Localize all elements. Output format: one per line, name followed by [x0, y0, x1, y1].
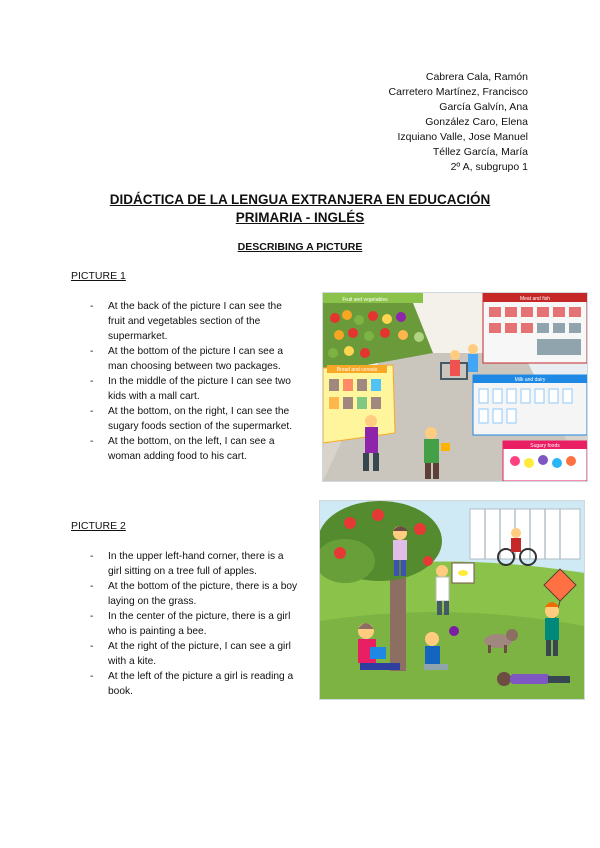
- list-item: - At the back of the picture I can see the fruit and vegetables section of the supermarket.: [88, 299, 298, 344]
- supermarket-illustration: [322, 292, 588, 482]
- picture-2-list: [88, 549, 298, 699]
- list-item: - At the bottom of the picture, there is a boy laying on the grass.: [88, 579, 298, 609]
- sign-bread: Bread and cereals: [336, 367, 378, 373]
- group-label: 2º A, subgrupo 1: [450, 161, 528, 173]
- list-item: - At the bottom, on the left, I can see a woman adding food to his cart.: [88, 434, 298, 464]
- title-line-2: PRIMARIA - INGLÉS: [235, 210, 365, 225]
- title-line-1: DIDÁCTICA DE LA LENGUA EXTRANJERA EN EDUCACIÓN: [109, 192, 491, 207]
- sign-dairy: Milk and dairy: [514, 377, 546, 383]
- list-item: - At the bottom of the picture I can see a man choosing between two packages.: [88, 344, 298, 374]
- list-item: - At the left of the picture a girl is reading a book.: [88, 669, 298, 699]
- list-item: - In the middle of the picture I can see two kids with a mall cart.: [88, 374, 298, 404]
- author-name: Téllez García, María: [432, 146, 528, 158]
- picture-1-list: [88, 299, 298, 464]
- sign-meat: Meat and fish: [519, 296, 551, 302]
- sign-fruit: Fruit and vegetables: [342, 297, 388, 303]
- list-item: - At the bottom, on the right, I can see the sugary foods section of the supermarket.: [88, 404, 298, 434]
- author-name: García Galvín, Ana: [439, 101, 528, 113]
- park-illustration: [319, 500, 585, 700]
- list-item: - In the center of the picture, there is a girl who is painting a bee.: [88, 609, 298, 639]
- author-name: González Caro, Elena: [425, 116, 528, 128]
- author-name: Izquiano Valle, Jose Manuel: [397, 131, 528, 143]
- list-item: - At the right of the picture, I can see a girl with a kite.: [88, 639, 298, 669]
- picture-2-heading: PICTURE 2: [71, 520, 126, 532]
- list-item: - In the upper left-hand corner, there is a girl sitting on a tree full of apples.: [88, 549, 298, 579]
- author-name: Carretero Martínez, Francisco: [388, 86, 528, 98]
- document-subtitle: DESCRIBING A PICTURE: [237, 241, 363, 253]
- picture-1-heading: PICTURE 1: [71, 270, 126, 282]
- author-name: Cabrera Cala, Ramón: [425, 71, 528, 83]
- document-title: [60, 191, 540, 227]
- author-list: [389, 70, 528, 175]
- sign-sugary: Sugary foods: [530, 443, 560, 449]
